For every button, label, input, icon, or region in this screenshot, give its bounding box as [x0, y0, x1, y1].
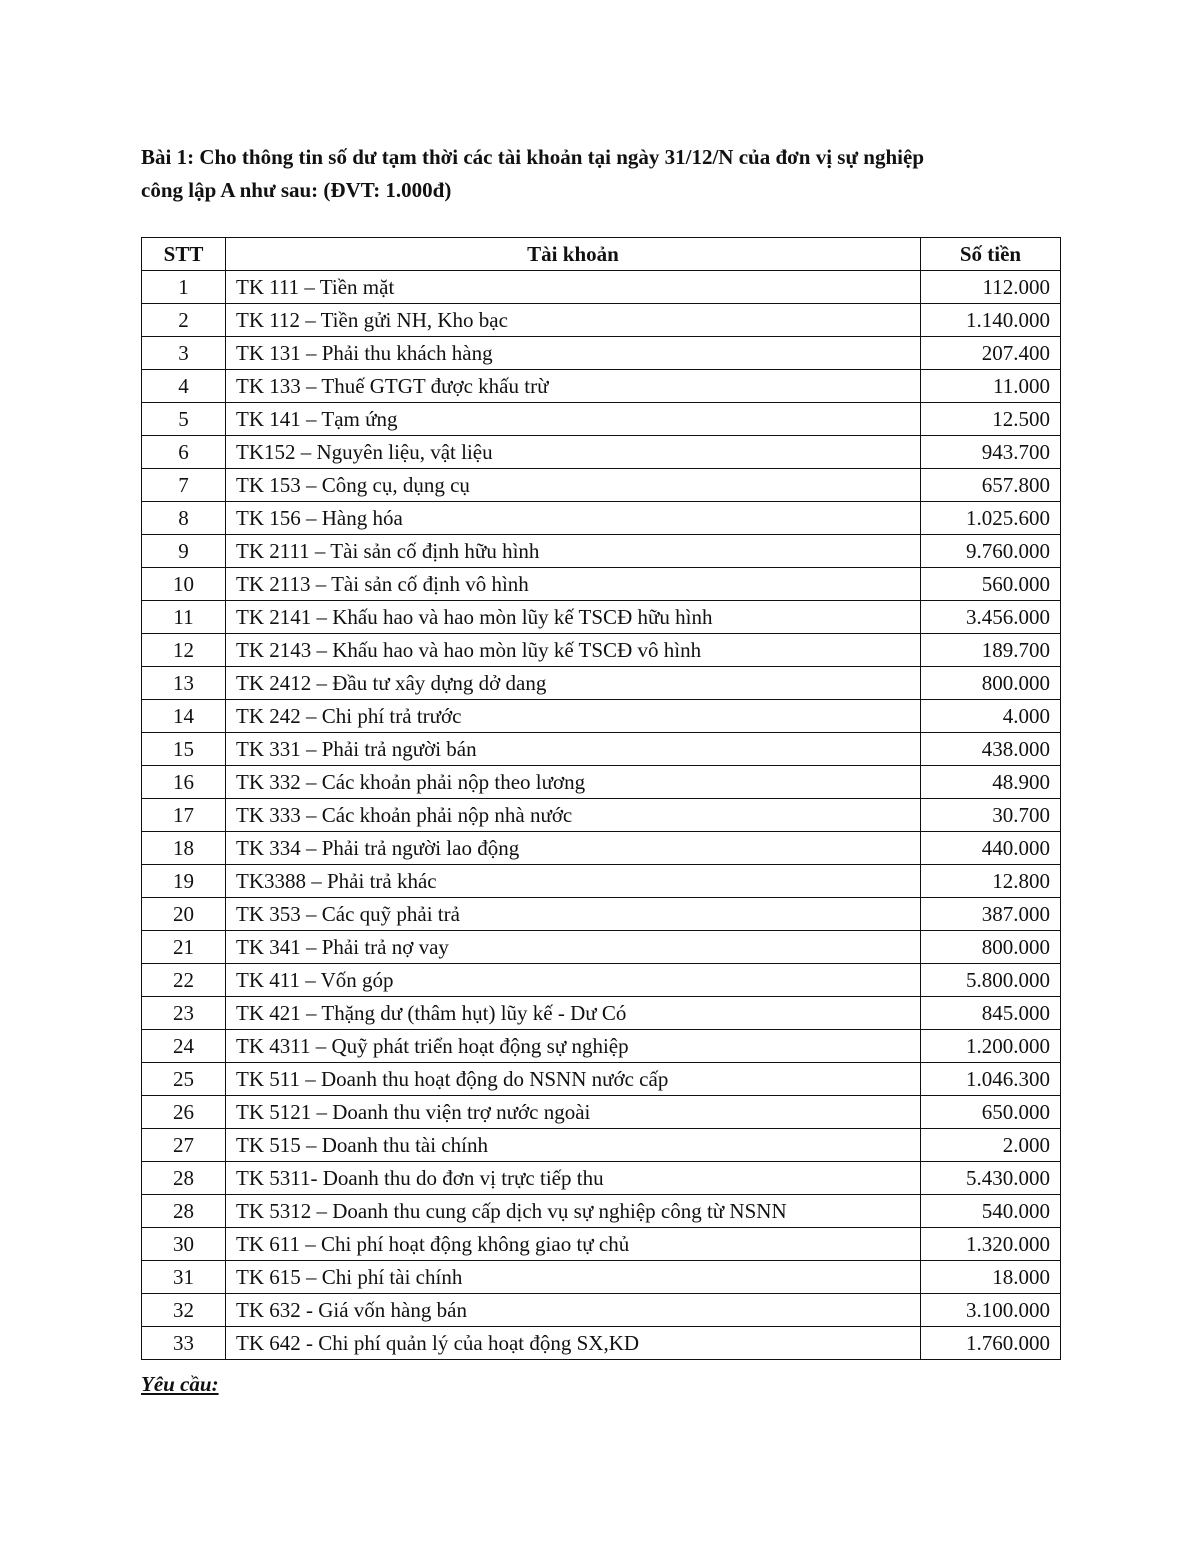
row-stt: 18	[142, 832, 226, 865]
row-account: TK 642 - Chi phí quản lý của hoạt động SX,KD	[226, 1327, 921, 1360]
row-amount: 3.456.000	[921, 601, 1061, 634]
table-body	[142, 271, 1061, 1360]
row-stt: 19	[142, 865, 226, 898]
table-row	[142, 403, 1061, 436]
table-row	[142, 568, 1061, 601]
row-account: TK 2143 – Khấu hao và hao mòn lũy kế TSCĐ vô hình	[226, 634, 921, 667]
row-amount: 1.025.600	[921, 502, 1061, 535]
table-row	[142, 601, 1061, 634]
table-row	[142, 634, 1061, 667]
table-row	[142, 304, 1061, 337]
row-stt: 6	[142, 436, 226, 469]
table-row	[142, 1129, 1061, 1162]
row-amount: 943.700	[921, 436, 1061, 469]
table-row	[142, 1030, 1061, 1063]
row-amount: 1.320.000	[921, 1228, 1061, 1261]
table-row	[142, 964, 1061, 997]
table-header-row	[142, 238, 1061, 271]
row-amount: 48.900	[921, 766, 1061, 799]
row-stt: 15	[142, 733, 226, 766]
row-account: TK 242 – Chi phí trả trước	[226, 700, 921, 733]
table-row	[142, 997, 1061, 1030]
row-stt: 27	[142, 1129, 226, 1162]
table-row	[142, 1261, 1061, 1294]
row-account: TK 353 – Các quỹ phải trả	[226, 898, 921, 931]
row-account: TK 632 - Giá vốn hàng bán	[226, 1294, 921, 1327]
table-row	[142, 370, 1061, 403]
row-stt: 20	[142, 898, 226, 931]
table-row	[142, 931, 1061, 964]
row-amount: 800.000	[921, 931, 1061, 964]
row-amount: 650.000	[921, 1096, 1061, 1129]
table-row	[142, 535, 1061, 568]
requirements-label: Yêu cầu:	[141, 1372, 219, 1396]
row-amount: 3.100.000	[921, 1294, 1061, 1327]
row-stt: 12	[142, 634, 226, 667]
row-account: TK 334 – Phải trả người lao động	[226, 832, 921, 865]
exercise-heading	[141, 141, 1061, 207]
row-amount: 4.000	[921, 700, 1061, 733]
row-stt: 24	[142, 1030, 226, 1063]
row-stt: 1	[142, 271, 226, 304]
row-stt: 22	[142, 964, 226, 997]
row-account: TK 341 – Phải trả nợ vay	[226, 931, 921, 964]
header-amount: Số tiền	[921, 238, 1061, 271]
row-amount: 1.046.300	[921, 1063, 1061, 1096]
table-row	[142, 1294, 1061, 1327]
table-row	[142, 1228, 1061, 1261]
row-account: TK 153 – Công cụ, dụng cụ	[226, 469, 921, 502]
row-amount: 5.430.000	[921, 1162, 1061, 1195]
row-stt: 31	[142, 1261, 226, 1294]
row-amount: 387.000	[921, 898, 1061, 931]
heading-line-2: công lập A như sau: (ĐVT: 1.000đ)	[141, 178, 452, 202]
row-account: TK 112 – Tiền gửi NH, Kho bạc	[226, 304, 921, 337]
row-stt: 28	[142, 1162, 226, 1195]
row-account: TK 111 – Tiền mặt	[226, 271, 921, 304]
table-row	[142, 1063, 1061, 1096]
row-stt: 33	[142, 1327, 226, 1360]
row-stt: 10	[142, 568, 226, 601]
row-amount: 845.000	[921, 997, 1061, 1030]
row-account: TK 5312 – Doanh thu cung cấp dịch vụ sự nghiệp công từ NSNN	[226, 1195, 921, 1228]
account-balance-table	[141, 237, 1061, 1360]
header-account: Tài khoản	[226, 238, 921, 271]
row-amount: 438.000	[921, 733, 1061, 766]
table-row	[142, 832, 1061, 865]
row-stt: 11	[142, 601, 226, 634]
row-amount: 1.760.000	[921, 1327, 1061, 1360]
row-stt: 13	[142, 667, 226, 700]
row-amount: 1.140.000	[921, 304, 1061, 337]
row-account: TK 515 – Doanh thu tài chính	[226, 1129, 921, 1162]
table-row	[142, 469, 1061, 502]
table-row	[142, 766, 1061, 799]
row-stt: 17	[142, 799, 226, 832]
row-account: TK 611 – Chi phí hoạt động không giao tự chủ	[226, 1228, 921, 1261]
row-stt: 4	[142, 370, 226, 403]
row-account: TK 332 – Các khoản phải nộp theo lương	[226, 766, 921, 799]
row-stt: 32	[142, 1294, 226, 1327]
table-row	[142, 337, 1061, 370]
row-account: TK 2141 – Khấu hao và hao mòn lũy kế TSCĐ hữu hình	[226, 601, 921, 634]
table-row	[142, 700, 1061, 733]
row-amount: 112.000	[921, 271, 1061, 304]
row-amount: 207.400	[921, 337, 1061, 370]
row-amount: 540.000	[921, 1195, 1061, 1228]
row-stt: 8	[142, 502, 226, 535]
row-stt: 28	[142, 1195, 226, 1228]
row-stt: 26	[142, 1096, 226, 1129]
row-amount: 1.200.000	[921, 1030, 1061, 1063]
row-amount: 9.760.000	[921, 535, 1061, 568]
table-row	[142, 733, 1061, 766]
row-account: TK3388 – Phải trả khác	[226, 865, 921, 898]
row-account: TK 511 – Doanh thu hoạt động do NSNN nước cấp	[226, 1063, 921, 1096]
heading-line-1: Bài 1: Cho thông tin số dư tạm thời các tài khoản tại ngày 31/12/N của đơn vị sự nghiệp	[141, 145, 924, 169]
row-account: TK 141 – Tạm ứng	[226, 403, 921, 436]
table-row	[142, 865, 1061, 898]
table-row	[142, 1327, 1061, 1360]
row-amount: 30.700	[921, 799, 1061, 832]
table-row	[142, 1096, 1061, 1129]
row-account: TK 5121 – Doanh thu viện trợ nước ngoài	[226, 1096, 921, 1129]
row-account: TK 333 – Các khoản phải nộp nhà nước	[226, 799, 921, 832]
row-account: TK152 – Nguyên liệu, vật liệu	[226, 436, 921, 469]
row-stt: 9	[142, 535, 226, 568]
row-stt: 25	[142, 1063, 226, 1096]
table-row	[142, 1195, 1061, 1228]
row-stt: 21	[142, 931, 226, 964]
row-amount: 440.000	[921, 832, 1061, 865]
row-stt: 5	[142, 403, 226, 436]
table-row	[142, 1162, 1061, 1195]
table-row	[142, 271, 1061, 304]
row-stt: 2	[142, 304, 226, 337]
table-row	[142, 799, 1061, 832]
row-account: TK 156 – Hàng hóa	[226, 502, 921, 535]
row-account: TK 331 – Phải trả người bán	[226, 733, 921, 766]
table-row	[142, 502, 1061, 535]
row-account: TK 133 – Thuế GTGT được khấu trừ	[226, 370, 921, 403]
row-amount: 11.000	[921, 370, 1061, 403]
row-stt: 14	[142, 700, 226, 733]
row-account: TK 2111 – Tài sản cố định hữu hình	[226, 535, 921, 568]
row-stt: 16	[142, 766, 226, 799]
row-stt: 7	[142, 469, 226, 502]
row-account: TK 2412 – Đầu tư xây dựng dở dang	[226, 667, 921, 700]
row-amount: 560.000	[921, 568, 1061, 601]
row-amount: 189.700	[921, 634, 1061, 667]
row-account: TK 411 – Vốn góp	[226, 964, 921, 997]
table-row	[142, 436, 1061, 469]
row-account: TK 421 – Thặng dư (thâm hụt) lũy kế - Dư Có	[226, 997, 921, 1030]
row-stt: 30	[142, 1228, 226, 1261]
row-amount: 18.000	[921, 1261, 1061, 1294]
row-amount: 800.000	[921, 667, 1061, 700]
row-amount: 5.800.000	[921, 964, 1061, 997]
row-account: TK 615 – Chi phí tài chính	[226, 1261, 921, 1294]
row-amount: 12.500	[921, 403, 1061, 436]
table-row	[142, 667, 1061, 700]
table-row	[142, 898, 1061, 931]
header-stt: STT	[142, 238, 226, 271]
row-amount: 657.800	[921, 469, 1061, 502]
row-stt: 23	[142, 997, 226, 1030]
row-amount: 2.000	[921, 1129, 1061, 1162]
row-account: TK 2113 – Tài sản cố định vô hình	[226, 568, 921, 601]
row-account: TK 5311- Doanh thu do đơn vị trực tiếp thu	[226, 1162, 921, 1195]
row-account: TK 131 – Phải thu khách hàng	[226, 337, 921, 370]
row-account: TK 4311 – Quỹ phát triển hoạt động sự nghiệp	[226, 1030, 921, 1063]
row-amount: 12.800	[921, 865, 1061, 898]
row-stt: 3	[142, 337, 226, 370]
